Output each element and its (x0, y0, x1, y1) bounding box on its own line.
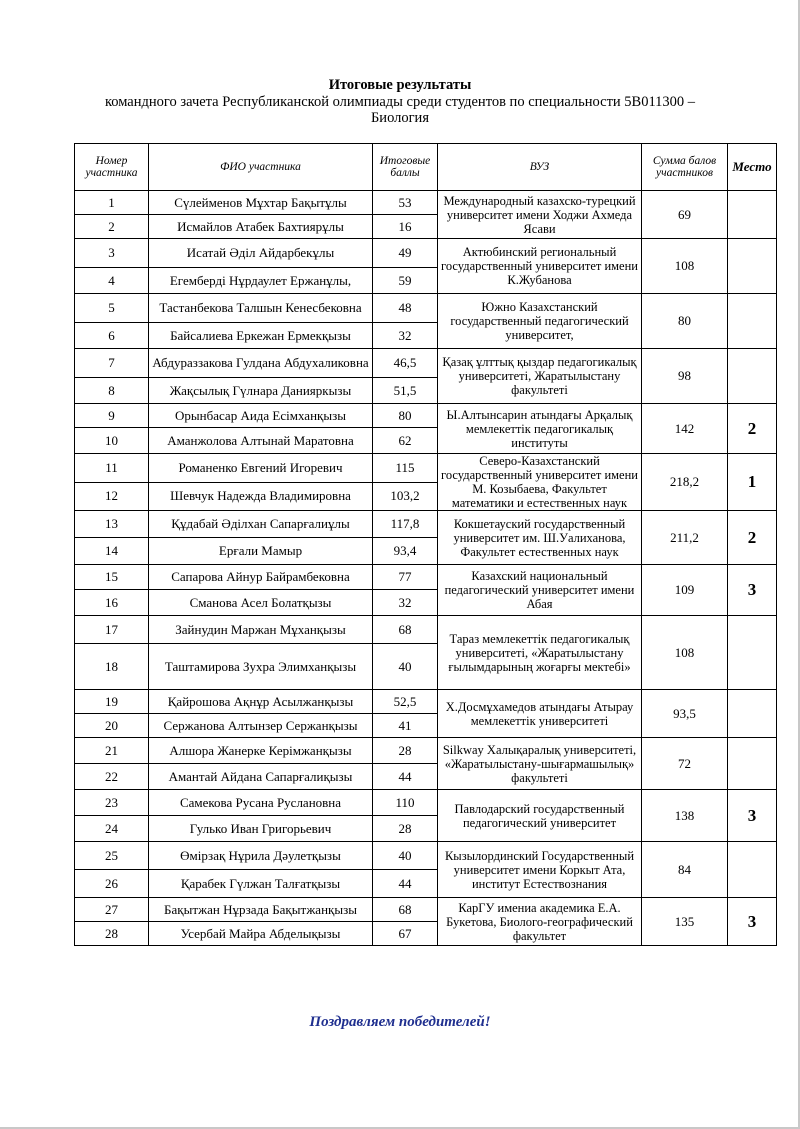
place-cell: 3 (728, 790, 777, 842)
participant-name: Бақытжан Нұрзада Бақытжанқызы (149, 898, 373, 922)
table-row (75, 454, 777, 483)
participant-score: 49 (373, 239, 438, 268)
participant-number: 13 (75, 511, 149, 538)
place-cell (728, 842, 777, 898)
place-cell: 3 (728, 898, 777, 946)
table-row (75, 790, 777, 816)
university-cell: Кызылординский Государственный университет имени Коркыт Ата, институт Естествознания (438, 842, 642, 898)
table-row (75, 898, 777, 922)
participant-number: 5 (75, 294, 149, 323)
participant-score: 44 (373, 870, 438, 898)
document-subtitle-line1: командного зачета Республиканской олимпиады среди студентов по специальности 5В011300 – (104, 94, 696, 110)
table-row (75, 349, 777, 378)
participant-number: 25 (75, 842, 149, 870)
team-sum-cell: 84 (642, 842, 728, 898)
participant-number: 2 (75, 215, 149, 239)
results-body (75, 191, 777, 946)
place-cell (728, 738, 777, 790)
participant-name: Қарабек Гүлжан Талғатқызы (149, 870, 373, 898)
header-sum: Сумма балов участников (642, 144, 728, 191)
participant-score: 80 (373, 404, 438, 428)
participant-number: 20 (75, 714, 149, 738)
participant-number: 19 (75, 690, 149, 714)
header-university: ВУЗ (438, 144, 642, 191)
participant-score: 40 (373, 644, 438, 690)
participant-score: 46,5 (373, 349, 438, 378)
team-sum-cell: 108 (642, 616, 728, 690)
participant-name: Алшора Жанерке Керімжанқызы (149, 738, 373, 764)
participant-score: 103,2 (373, 482, 438, 511)
team-sum-cell: 69 (642, 191, 728, 239)
participant-name: Сүлейменов Мұхтар Бақытұлы (149, 191, 373, 215)
university-cell: КарГУ имениа академика Е.А. Букетова, Биолого-географический факультет (438, 898, 642, 946)
table-row (75, 842, 777, 870)
participant-number: 21 (75, 738, 149, 764)
place-cell: 1 (728, 454, 777, 511)
participant-number: 23 (75, 790, 149, 816)
header-row (75, 144, 777, 191)
table-row (75, 191, 777, 215)
team-sum-cell: 138 (642, 790, 728, 842)
team-sum-cell: 93,5 (642, 690, 728, 738)
participant-number: 3 (75, 239, 149, 268)
university-cell: Х.Досмұхамедов атындағы Атырау мемлекеттік университеті (438, 690, 642, 738)
table-row (75, 294, 777, 323)
table-row (75, 565, 777, 590)
results-table (74, 143, 777, 946)
participant-name: Байсалиева Еркежан Ермекқызы (149, 323, 373, 349)
participant-name: Өмірзақ Нұрила Дәулетқызы (149, 842, 373, 870)
participant-number: 7 (75, 349, 149, 378)
participant-name: Сержанова Алтынзер Сержанқызы (149, 714, 373, 738)
participant-score: 16 (373, 215, 438, 239)
participant-name: Гулько Иван Григорьевич (149, 816, 373, 842)
header-place: Место (728, 144, 777, 191)
participant-name: Амантай Айдана Сапарғалиқызы (149, 764, 373, 790)
participant-score: 48 (373, 294, 438, 323)
participant-number: 4 (75, 268, 149, 294)
participant-score: 53 (373, 191, 438, 215)
participant-number: 18 (75, 644, 149, 690)
place-cell (728, 616, 777, 690)
header-number: Номер участника (75, 144, 149, 191)
participant-score: 41 (373, 714, 438, 738)
participant-score: 115 (373, 454, 438, 483)
participant-name: Зайнудин Маржан Мұханқызы (149, 616, 373, 644)
participant-number: 11 (75, 454, 149, 483)
participant-score: 32 (373, 590, 438, 616)
congratulations-text: Поздравляем победителей! (309, 1014, 491, 1030)
participant-name: Абдураззакова Гулдана Абдухаликовна (149, 349, 373, 378)
participant-score: 51,5 (373, 378, 438, 404)
participant-score: 93,4 (373, 538, 438, 565)
participant-name: Сапарова Айнур Байрамбековна (149, 565, 373, 590)
participant-score: 110 (373, 790, 438, 816)
participant-number: 1 (75, 191, 149, 215)
participant-name: Романенко Евгений Игоревич (149, 454, 373, 483)
participant-score: 44 (373, 764, 438, 790)
participant-score: 28 (373, 738, 438, 764)
participant-name: Жақсылық Гүлнара Данияркызы (149, 378, 373, 404)
participant-score: 59 (373, 268, 438, 294)
table-row (75, 690, 777, 714)
participant-name: Таштамирова Зухра Элимханқызы (149, 644, 373, 690)
participant-number: 6 (75, 323, 149, 349)
table-row (75, 239, 777, 268)
university-cell: Актюбинский региональный государственный университет имени К.Жубанова (438, 239, 642, 294)
document-subtitle-line2: Биология (370, 110, 429, 126)
university-cell: Павлодарский государственный педагогический университет (438, 790, 642, 842)
participant-number: 26 (75, 870, 149, 898)
team-sum-cell: 135 (642, 898, 728, 946)
participant-name: Усербай Майра Абделықызы (149, 922, 373, 946)
participant-number: 28 (75, 922, 149, 946)
participant-name: Құдабай Әділхан Сапарғалиұлы (149, 511, 373, 538)
header-score: Итоговые баллы (373, 144, 438, 191)
participant-name: Самекова Русана Руслановна (149, 790, 373, 816)
participant-score: 52,5 (373, 690, 438, 714)
participant-name: Орынбасар Аида Есімханқызы (149, 404, 373, 428)
team-sum-cell: 72 (642, 738, 728, 790)
university-cell: Silkway Халықаралық университеті, «Жаратылыстану-шығармашылық» факультеті (438, 738, 642, 790)
team-sum-cell: 142 (642, 404, 728, 454)
participant-score: 62 (373, 428, 438, 454)
participant-score: 68 (373, 616, 438, 644)
university-cell: Тараз мемлекеттік педагогикалық университеті, «Жаратылыстану ғылымдарының жоғарғы мектебі» (438, 616, 642, 690)
participant-number: 10 (75, 428, 149, 454)
participant-name: Исатай Әділ Айдарбекұлы (149, 239, 373, 268)
participant-number: 17 (75, 616, 149, 644)
participant-number: 22 (75, 764, 149, 790)
team-sum-cell: 211,2 (642, 511, 728, 565)
participant-name: Егемберді Нұрдаулет Ержанұлы, (149, 268, 373, 294)
participant-number: 12 (75, 482, 149, 511)
participant-score: 67 (373, 922, 438, 946)
team-sum-cell: 80 (642, 294, 728, 349)
university-cell: Кокшетауский государственный университет им. Ш.Уалиханова, Факультет естественных наук (438, 511, 642, 565)
table-row (75, 404, 777, 428)
participant-number: 8 (75, 378, 149, 404)
participant-name: Тастанбекова Талшын Кенесбековна (149, 294, 373, 323)
header-name: ФИО участника (149, 144, 373, 191)
team-sum-cell: 218,2 (642, 454, 728, 511)
document-title: Итоговые результаты (328, 77, 472, 93)
team-sum-cell: 98 (642, 349, 728, 404)
participant-score: 68 (373, 898, 438, 922)
place-cell: 3 (728, 565, 777, 616)
participant-score: 77 (373, 565, 438, 590)
university-cell: Ы.Алтынсарин атындағы Арқалық мемлекеттік педагогикалық институты (438, 404, 642, 454)
participant-number: 16 (75, 590, 149, 616)
place-cell (728, 239, 777, 294)
participant-name: Қайрошова Ақнұр Асылжанқызы (149, 690, 373, 714)
place-cell: 2 (728, 511, 777, 565)
participant-score: 28 (373, 816, 438, 842)
participant-score: 40 (373, 842, 438, 870)
participant-score: 117,8 (373, 511, 438, 538)
participant-number: 15 (75, 565, 149, 590)
place-cell (728, 690, 777, 738)
university-cell: Казахский национальный педагогический университет имени Абая (438, 565, 642, 616)
participant-name: Шевчук Надежда Владимировна (149, 482, 373, 511)
place-cell (728, 349, 777, 404)
participant-number: 14 (75, 538, 149, 565)
participant-number: 24 (75, 816, 149, 842)
place-cell: 2 (728, 404, 777, 454)
university-cell: Северо-Казахстанский государственный университет имени М. Козыбаева, Факультет математики и естественных наук (438, 454, 642, 511)
university-cell: Южно Казахстанский государственный педагогический университет, (438, 294, 642, 349)
table-row (75, 616, 777, 644)
team-sum-cell: 108 (642, 239, 728, 294)
participant-name: Ерғали Мамыр (149, 538, 373, 565)
participant-number: 9 (75, 404, 149, 428)
participant-number: 27 (75, 898, 149, 922)
table-row (75, 738, 777, 764)
place-cell (728, 294, 777, 349)
place-cell (728, 191, 777, 239)
university-cell: Қазақ ұлттық қыздар педагогикалық университеті, Жаратылыстану факультеті (438, 349, 642, 404)
team-sum-cell: 109 (642, 565, 728, 616)
participant-name: Сманова Асел Болатқызы (149, 590, 373, 616)
participant-score: 32 (373, 323, 438, 349)
participant-name: Исмайлов Атабек Бахтиярұлы (149, 215, 373, 239)
university-cell: Международный казахско-турецкий университет имени Ходжи Ахмеда Ясави (438, 191, 642, 239)
table-row (75, 511, 777, 538)
participant-name: Аманжолова Алтынай Маратовна (149, 428, 373, 454)
